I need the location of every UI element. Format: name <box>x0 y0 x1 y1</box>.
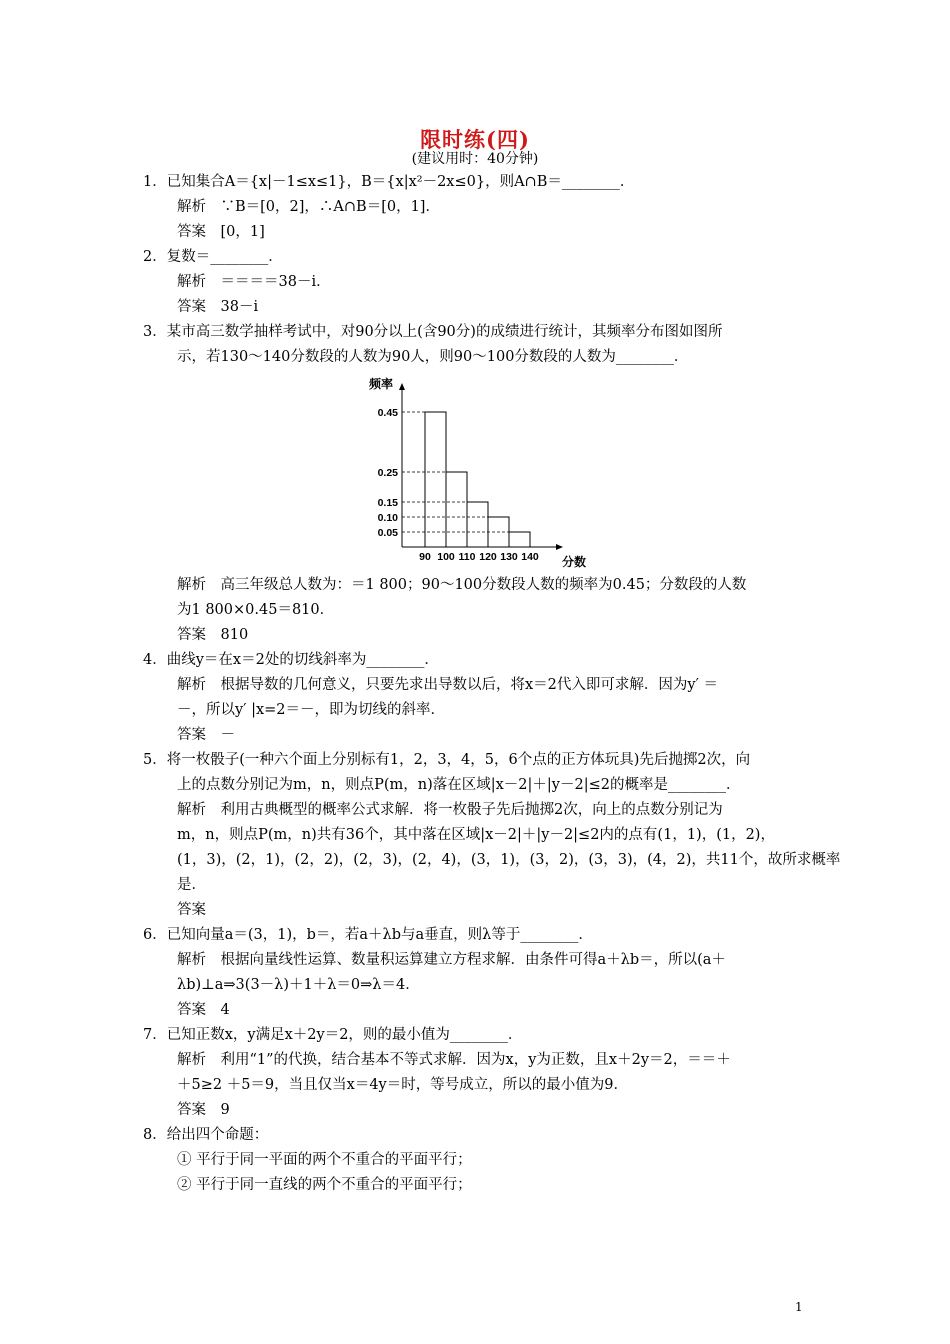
answer-6: 答案 4 <box>177 1002 230 1018</box>
question-5-line-1: 5．将一枚骰子(一种六个面上分别标有1，2，3，4，5，6个点的正方体玩具)先后抛掷2次，向 <box>143 752 751 768</box>
analysis-5-line-3: (1，3)，(2，1)，(2，2)，(2，3)，(2，4)，(3，1)，(3，2)，(3，3)，(4，2)，共11个，故所求概率 <box>177 852 841 868</box>
histogram-bar <box>446 472 467 547</box>
proposition-1: ① 平行于同一平面的两个不重合的平面平行； <box>177 1152 472 1168</box>
x-tick-label: 140 <box>521 551 539 563</box>
analysis-3-line-2: 为1 800×0.45＝810． <box>177 602 335 618</box>
y-tick-label: 0.25 <box>377 467 398 479</box>
y-axis-label: 频率 <box>369 377 394 391</box>
chart-bars <box>425 412 530 547</box>
question-7: 7．已知正数x，y满足x＋2y＝2，则的最小值为________． <box>143 1027 523 1043</box>
analysis-7-line-2: ＋5≥2 ＋5＝9，当且仅当x＝4y＝时，等号成立，所以的最小值为9． <box>177 1077 628 1093</box>
chart-axes <box>399 383 563 550</box>
analysis-6-line-2: λb)⊥a⇒3(3－λ)＋1＋λ＝0⇒λ＝4． <box>177 977 420 993</box>
answer-2: 答案 38－i <box>177 299 259 315</box>
analysis-3-line-1: 解析 高三年级总人数为：＝1 800；90～100分数段人数的频率为0.45；分数段的人数 <box>177 577 747 593</box>
analysis-6-line-1: 解析 根据向量线性运算、数量积运算建立方程求解．由条件可得a＋λb＝，所以(a＋ <box>177 952 726 968</box>
x-axis-arrow <box>556 544 563 550</box>
x-tick-label: 100 <box>437 551 455 563</box>
analysis-5-line-4: 是． <box>177 877 206 893</box>
frequency-histogram <box>362 373 602 573</box>
x-tick-label: 110 <box>458 551 476 563</box>
y-tick-label: 0.10 <box>377 512 398 524</box>
question-6: 6．已知向量a＝(3，1)，b＝，若a＋λb与a垂直，则λ等于________． <box>143 927 593 943</box>
y-tick-label: 0.15 <box>377 497 398 509</box>
x-tick-label: 120 <box>479 551 497 563</box>
histogram-bar <box>467 502 488 547</box>
page-subtitle: (建议用时：40分钟) <box>411 151 539 167</box>
x-tick-label: 130 <box>500 551 518 563</box>
y-axis-arrow <box>399 383 405 390</box>
question-3-line-2: 示，若130～140分数段的人数为90人，则90～100分数段的人数为________． <box>177 349 689 365</box>
proposition-2: ② 平行于同一直线的两个不重合的平面平行； <box>177 1177 472 1193</box>
histogram-bar <box>509 532 530 547</box>
answer-1: 答案 [0，1] <box>177 224 265 240</box>
answer-5: 答案 <box>177 902 206 918</box>
question-3-line-1: 3．某市高三数学抽样考试中，对90分以上(含90分)的成绩进行统计，其频率分布图如图所 <box>143 324 723 340</box>
question-1: 1．已知集合A＝{x|－1≤x≤1}，B＝{x|x²－2x≤0}，则A∩B＝________． <box>143 174 635 190</box>
analysis-4-line-1: 解析 根据导数的几何意义，只要先求出导数以后，将x＝2代入即可求解．因为y′ ＝ <box>177 677 718 693</box>
y-tick-label: 0.05 <box>377 527 398 539</box>
question-2: 2．复数＝________． <box>143 249 283 265</box>
y-tick-label: 0.45 <box>377 407 398 419</box>
page-number: 1 <box>795 1300 803 1314</box>
page-title: 限时练(四) <box>420 127 530 152</box>
analysis-7-line-1: 解析 利用“1”的代换，结合基本不等式求解．因为x，y为正数，且x＋2y＝2，＝＝＋ <box>177 1052 731 1068</box>
analysis-1: 解析 ∵B＝[0，2]，∴A∩B＝[0，1]． <box>177 199 440 215</box>
analysis-5-line-2: m，n，则点P(m，n)共有36个，其中落在区域|x－2|＋|y－2|≤2内的点有(1，1)，(1，2)， <box>177 827 775 843</box>
histogram-bar <box>425 412 446 547</box>
answer-3: 答案 810 <box>177 627 249 643</box>
answer-4: 答案 － <box>177 727 235 743</box>
question-5-line-2: 上的点数分别记为m，n，则点P(m，n)落在区域|x－2|＋|y－2|≤2的概率是________． <box>177 777 741 793</box>
x-tick-label: 90 <box>419 551 431 563</box>
analysis-2: 解析 ＝＝＝＝38－i． <box>177 274 331 290</box>
x-axis-label: 分数 <box>562 555 587 569</box>
answer-7: 答案 9 <box>177 1102 230 1118</box>
analysis-5-line-1: 解析 利用古典概型的概率公式求解．将一枚骰子先后抛掷2次，向上的点数分别记为 <box>177 802 723 818</box>
question-8: 8．给出四个命题： <box>143 1127 269 1143</box>
analysis-4-line-2: －，所以y′ |x=2＝－，即为切线的斜率． <box>177 702 446 718</box>
question-4: 4．曲线y＝在x＝2处的切线斜率为________． <box>143 652 439 668</box>
